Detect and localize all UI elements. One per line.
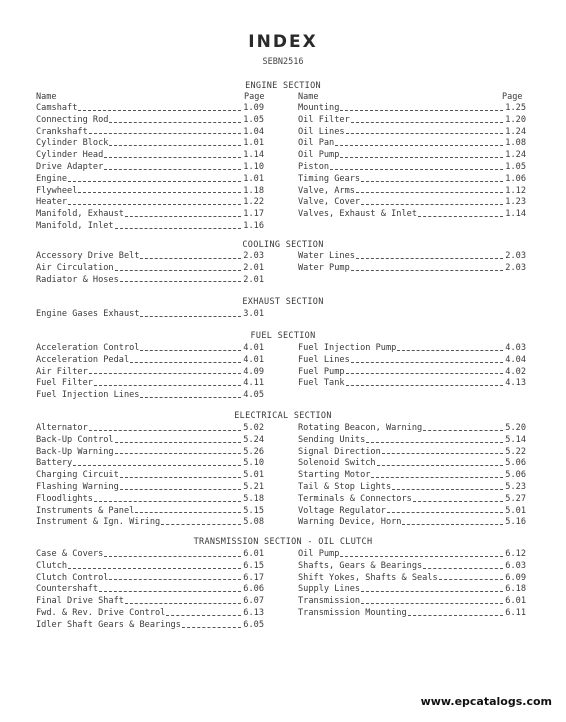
dotted-leader (340, 555, 503, 557)
entry-name: Manifold, Inlet (36, 220, 114, 231)
entry-page: 2.01 (243, 274, 264, 285)
dotted-leader (140, 396, 241, 398)
index-entry (36, 150, 264, 162)
entry-page: 5.06 (505, 470, 526, 481)
entry-page: 5.26 (243, 446, 264, 457)
dotted-leader (115, 227, 242, 229)
dotted-leader (68, 567, 241, 569)
dotted-leader (140, 315, 241, 317)
index-entry (298, 150, 526, 162)
index-entry (298, 174, 526, 186)
dotted-leader (356, 257, 503, 259)
entry-name: Engine (36, 173, 68, 184)
index-entry (36, 390, 264, 402)
index-entry (36, 263, 264, 275)
cooling-left-column (36, 251, 264, 286)
dotted-leader (115, 441, 242, 443)
index-entry (36, 138, 264, 150)
dotted-leader (104, 156, 241, 158)
dotted-leader (346, 384, 504, 386)
entry-page: 1.14 (243, 150, 264, 161)
index-entry (36, 186, 264, 198)
entry-name: Final Drive Shaft (36, 596, 124, 607)
entry-name: Idler Shaft Gears & Bearings (36, 619, 181, 630)
entry-page: 1.10 (243, 161, 264, 172)
dotted-leader (423, 429, 503, 431)
entry-page: 1.17 (243, 209, 264, 220)
entry-name: Shafts, Gears & Bearings (298, 560, 423, 571)
entry-page: 1.05 (243, 114, 264, 125)
section-title-engine: ENGINE SECTION (245, 81, 321, 91)
index-entry (298, 517, 526, 529)
entry-page: 1.20 (505, 114, 526, 125)
index-entry (298, 573, 526, 585)
index-entry (298, 186, 526, 198)
index-entry (36, 573, 264, 585)
entry-name: Oil Lines (298, 126, 345, 137)
entry-name: Connecting Rod (36, 114, 109, 125)
entry-name: Valves, Exhaust & Inlet (298, 209, 417, 220)
index-entry (36, 596, 264, 608)
index-entry (298, 367, 526, 379)
entry-page: 4.03 (505, 343, 526, 353)
entry-page: 1.16 (243, 220, 264, 231)
fuel-right-column (298, 343, 526, 390)
dotted-leader (104, 555, 241, 557)
dotted-leader (377, 464, 504, 466)
entry-name: Solenoid Switch (298, 458, 376, 469)
index-entry (36, 517, 264, 529)
dotted-leader (330, 168, 503, 170)
right-page-header: Page (502, 92, 523, 102)
index-entry (298, 482, 526, 494)
index-entry (298, 506, 526, 518)
entry-page: 6.13 (243, 607, 264, 618)
index-entry (36, 197, 264, 209)
entry-name: Shift Yokes, Shafts & Seals (298, 572, 438, 583)
entry-page: 5.18 (243, 493, 264, 504)
entry-name: Starting Motor (298, 470, 371, 481)
right-name-header: Name (298, 92, 319, 102)
section-title-fuel: FUEL SECTION (250, 331, 316, 341)
entry-page: 4.01 (243, 354, 264, 365)
index-entry (36, 435, 264, 447)
index-entry (36, 506, 264, 518)
entry-page: 6.12 (505, 549, 526, 559)
entry-name: Engine Gases Exhaust (36, 309, 140, 319)
page-title: INDEX (248, 32, 318, 52)
entry-name: Cylinder Head (36, 150, 104, 161)
cooling-right-column (298, 251, 526, 275)
dotted-leader (68, 203, 241, 205)
engine-right-column (298, 103, 526, 221)
entry-name: Supply Lines (298, 584, 361, 595)
entry-page: 5.01 (243, 470, 264, 481)
entry-page: 1.01 (243, 173, 264, 184)
entry-page: 1.09 (243, 103, 264, 113)
electrical-left-column (36, 423, 264, 529)
entry-page: 1.06 (505, 173, 526, 184)
index-entry (298, 378, 526, 390)
entry-name: Fuel Pump (298, 366, 345, 377)
dotted-leader (423, 567, 503, 569)
index-entry (298, 115, 526, 127)
fuel-left-column (36, 343, 264, 402)
index-entry (36, 251, 264, 263)
index-entry (298, 608, 526, 620)
entry-name: Crankshaft (36, 126, 88, 137)
entry-name: Instrument & Ign. Wiring (36, 517, 161, 528)
index-entry (36, 275, 264, 287)
dotted-leader (361, 180, 503, 182)
entry-page: 5.15 (243, 505, 264, 516)
transmission-right-column (298, 549, 526, 620)
index-entry (298, 584, 526, 596)
index-entry (36, 584, 264, 596)
dotted-leader (166, 614, 241, 616)
entry-name: Heater (36, 197, 68, 208)
index-entry (36, 162, 264, 174)
entry-name: Signal Direction (298, 446, 381, 457)
dotted-leader (140, 349, 241, 351)
entry-page: 3.01 (243, 309, 264, 319)
dotted-leader (120, 476, 242, 478)
entry-page: 6.17 (243, 572, 264, 583)
index-entry (298, 494, 526, 506)
entry-name: Acceleration Pedal (36, 354, 130, 365)
footer-watermark: www.epcatalogs.com (420, 695, 552, 708)
dotted-leader (120, 280, 242, 282)
entry-name: Fuel Tank (298, 378, 345, 389)
dotted-leader (78, 109, 241, 111)
dotted-leader (408, 614, 504, 616)
dotted-leader (125, 215, 241, 217)
entry-page: 1.23 (505, 197, 526, 208)
index-entry (298, 423, 526, 435)
index-entry (298, 263, 526, 275)
entry-name: Sending Units (298, 434, 366, 445)
entry-page: 5.01 (505, 505, 526, 516)
dotted-leader (418, 215, 503, 217)
dotted-leader (413, 500, 503, 502)
dotted-leader (402, 523, 503, 525)
entry-name: Fuel Injection Pump (298, 343, 397, 353)
entry-page: 2.03 (243, 251, 264, 261)
dotted-leader (351, 121, 504, 123)
index-entry (298, 470, 526, 482)
dotted-leader (109, 121, 241, 123)
index-entry (298, 561, 526, 573)
dotted-leader (182, 626, 241, 628)
index-entry (36, 209, 264, 221)
index-entry (36, 620, 264, 632)
left-page-header: Page (244, 92, 265, 102)
entry-name: Water Pump (298, 262, 350, 273)
exhaust-left-column (36, 309, 264, 321)
index-entry (298, 138, 526, 150)
index-entry (36, 423, 264, 435)
engine-left-column (36, 103, 264, 233)
dotted-leader (109, 144, 241, 146)
index-entry (36, 355, 264, 367)
left-name-header: Name (36, 92, 57, 102)
dotted-leader (94, 384, 241, 386)
index-entry (36, 221, 264, 233)
entry-name: Terminals & Connectors (298, 493, 412, 504)
entry-name: Clutch Control (36, 572, 109, 583)
dotted-leader (361, 602, 503, 604)
entry-name: Fuel Injection Lines (36, 390, 140, 401)
entry-name: Mounting (298, 103, 340, 113)
entry-page: 5.08 (243, 517, 264, 528)
entry-name: Accessory Drive Belt (36, 251, 140, 261)
dotted-leader (94, 500, 241, 502)
dotted-leader (371, 476, 503, 478)
dotted-leader (99, 590, 241, 592)
entry-name: Fuel Filter (36, 378, 93, 389)
entry-page: 5.24 (243, 434, 264, 445)
dotted-leader (356, 191, 503, 193)
entry-name: Radiator & Hoses (36, 274, 119, 285)
entry-page: 1.24 (505, 126, 526, 137)
dotted-leader (340, 156, 503, 158)
dotted-leader (104, 168, 241, 170)
index-entry (298, 343, 526, 355)
dotted-leader (109, 578, 241, 580)
entry-name: Rotating Beacon, Warning (298, 423, 423, 433)
entry-name: Cylinder Block (36, 138, 109, 149)
index-entry (36, 378, 264, 390)
entry-page: 5.27 (505, 493, 526, 504)
entry-name: Piston (298, 161, 330, 172)
entry-name: Oil Pump (298, 150, 340, 161)
index-entry (36, 127, 264, 139)
index-entry (36, 103, 264, 115)
entry-page: 4.04 (505, 354, 526, 365)
entry-name: Oil Filter (298, 114, 350, 125)
entry-page: 1.24 (505, 150, 526, 161)
entry-page: 5.20 (505, 423, 526, 433)
entry-page: 4.05 (243, 390, 264, 401)
section-title-transmission: TRANSMISSION SECTION - OIL CLUTCH (193, 537, 373, 547)
entry-name: Fwd. & Rev. Drive Control (36, 607, 166, 618)
section-title-cooling: COOLING SECTION (242, 240, 324, 250)
entry-name: Oil Pan (298, 138, 335, 149)
dotted-leader (115, 269, 242, 271)
dotted-leader (89, 132, 242, 134)
dotted-leader (387, 511, 503, 513)
entry-name: Voltage Regulator (298, 505, 386, 516)
index-entry (298, 447, 526, 459)
entry-page: 6.01 (505, 596, 526, 607)
entry-page: 6.15 (243, 560, 264, 571)
dotted-leader (361, 203, 503, 205)
entry-page: 2.03 (505, 262, 526, 273)
entry-page: 1.04 (243, 126, 264, 137)
entry-name: Charging Circuit (36, 470, 119, 481)
entry-name: Alternator (36, 423, 88, 433)
entry-page: 6.06 (243, 584, 264, 595)
entry-page: 4.13 (505, 378, 526, 389)
entry-name: Warning Device, Horn (298, 517, 402, 528)
entry-page: 1.12 (505, 185, 526, 196)
entry-name: Floodlights (36, 493, 93, 504)
entry-name: Valve, Cover (298, 197, 361, 208)
entry-name: Back-Up Control (36, 434, 114, 445)
index-entry (298, 458, 526, 470)
entry-page: 4.02 (505, 366, 526, 377)
entry-page: 1.22 (243, 197, 264, 208)
entry-page: 4.11 (243, 378, 264, 389)
entry-page: 5.16 (505, 517, 526, 528)
dotted-leader (140, 257, 241, 259)
dotted-leader (392, 488, 503, 490)
dotted-leader (361, 590, 503, 592)
entry-page: 6.07 (243, 596, 264, 607)
index-entry (36, 309, 264, 321)
entry-name: Flywheel (36, 185, 78, 196)
entry-name: Air Circulation (36, 262, 114, 273)
entry-page: 6.05 (243, 619, 264, 630)
entry-name: Transmission (298, 596, 361, 607)
dotted-leader (335, 144, 503, 146)
entry-page: 1.18 (243, 185, 264, 196)
dotted-leader (439, 578, 504, 580)
entry-name: Countershaft (36, 584, 99, 595)
index-entry (298, 435, 526, 447)
index-entry (36, 115, 264, 127)
entry-page: 5.10 (243, 458, 264, 469)
index-entry (298, 103, 526, 115)
dotted-leader (135, 511, 241, 513)
entry-name: Tail & Stop Lights (298, 481, 392, 492)
entry-page: 1.01 (243, 138, 264, 149)
dotted-leader (73, 464, 241, 466)
entry-name: Case & Covers (36, 549, 104, 559)
entry-page: 1.05 (505, 161, 526, 172)
index-entry (36, 494, 264, 506)
index-entry (298, 209, 526, 221)
entry-name: Acceleration Control (36, 343, 140, 353)
entry-page: 5.14 (505, 434, 526, 445)
entry-name: Back-Up Warning (36, 446, 114, 457)
entry-page: 6.03 (505, 560, 526, 571)
entry-page: 2.01 (243, 262, 264, 273)
dotted-leader (340, 109, 503, 111)
index-entry (36, 343, 264, 355)
entry-page: 1.14 (505, 209, 526, 220)
dotted-leader (115, 452, 242, 454)
entry-page: 6.09 (505, 572, 526, 583)
dotted-leader (382, 452, 504, 454)
index-entry (36, 608, 264, 620)
dotted-leader (397, 349, 503, 351)
index-entry (36, 458, 264, 470)
entry-page: 5.22 (505, 446, 526, 457)
dotted-leader (351, 269, 504, 271)
dotted-leader (346, 372, 504, 374)
section-title-exhaust: EXHAUST SECTION (242, 297, 324, 307)
entry-name: Manifold, Exhaust (36, 209, 124, 220)
entry-name: Battery (36, 458, 73, 469)
entry-name: Camshaft (36, 103, 78, 113)
entry-page: 4.01 (243, 343, 264, 353)
index-entry (298, 197, 526, 209)
dotted-leader (130, 361, 241, 363)
dotted-leader (161, 523, 241, 525)
index-entry (36, 549, 264, 561)
dotted-leader (89, 372, 242, 374)
dotted-leader (125, 602, 241, 604)
entry-name: Instruments & Panel (36, 505, 135, 516)
index-entry (36, 367, 264, 379)
entry-page: 5.06 (505, 458, 526, 469)
index-entry (36, 174, 264, 186)
dotted-leader (68, 180, 241, 182)
index-entry (298, 162, 526, 174)
entry-name: Oil Pump (298, 549, 340, 559)
entry-name: Water Lines (298, 251, 355, 261)
entry-page: 6.01 (243, 549, 264, 559)
entry-page: 2.03 (505, 251, 526, 261)
document-code: SEBN2516 (262, 57, 304, 67)
entry-name: Transmission Mounting (298, 607, 407, 618)
dotted-leader (351, 361, 504, 363)
entry-name: Fuel Lines (298, 354, 350, 365)
index-entry (36, 470, 264, 482)
dotted-leader (120, 488, 242, 490)
entry-page: 1.08 (505, 138, 526, 149)
entry-name: Timing Gears (298, 173, 361, 184)
index-entry (36, 561, 264, 573)
index-entry (298, 251, 526, 263)
transmission-left-column (36, 549, 264, 632)
index-entry (298, 127, 526, 139)
index-entry (298, 355, 526, 367)
entry-name: Air Filter (36, 366, 88, 377)
entry-page: 5.23 (505, 481, 526, 492)
dotted-leader (78, 191, 241, 193)
section-title-electrical: ELECTRICAL SECTION (234, 411, 332, 421)
entry-page: 5.02 (243, 423, 264, 433)
index-entry (36, 447, 264, 459)
index-entry (36, 482, 264, 494)
dotted-leader (89, 429, 242, 431)
dotted-leader (346, 132, 504, 134)
entry-page: 5.21 (243, 481, 264, 492)
index-entry (298, 549, 526, 561)
entry-page: 6.18 (505, 584, 526, 595)
entry-name: Valve, Arms (298, 185, 355, 196)
entry-name: Flashing Warning (36, 481, 119, 492)
entry-page: 1.25 (505, 103, 526, 113)
entry-page: 6.11 (505, 607, 526, 618)
entry-page: 4.09 (243, 366, 264, 377)
dotted-leader (366, 441, 503, 443)
entry-name: Drive Adapter (36, 161, 104, 172)
index-entry (298, 596, 526, 608)
electrical-right-column (298, 423, 526, 529)
entry-name: Clutch (36, 560, 68, 571)
